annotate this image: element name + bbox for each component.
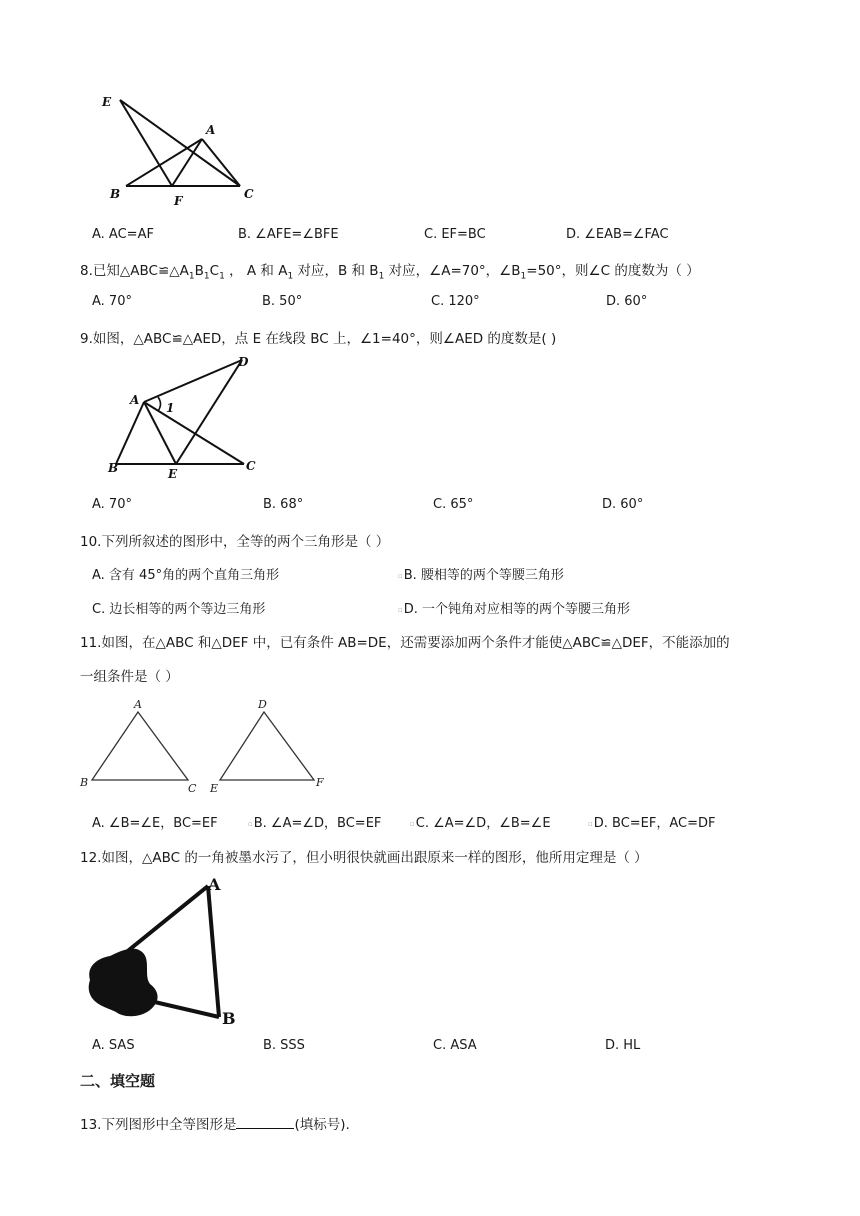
q12-question: 12.如图，△ABC 的一角被墨水污了，但小明很快就画出跟原来一样的图形，他所用定理是（ ）	[80, 850, 648, 866]
q12-label-a: A	[208, 875, 221, 894]
q11-option-d[interactable]	[588, 812, 716, 831]
option-marker-icon: ▫	[248, 819, 253, 828]
q8-sub: 1	[287, 271, 294, 282]
q8-option-a[interactable]: A. 70°	[92, 294, 132, 309]
q8-question	[80, 259, 700, 282]
q11-label-e: E	[210, 782, 219, 795]
q8-sub: 1	[203, 271, 210, 282]
q7-option-b[interactable]: B. ∠AFE=∠BFE	[238, 227, 339, 242]
q9-label-e: E	[168, 467, 178, 481]
q10-option-c[interactable]: C. 边长相等的两个等边三角形	[92, 602, 266, 617]
q11-label-d: D	[258, 698, 267, 711]
q9-option-c[interactable]: C. 65°	[433, 497, 474, 512]
q9-option-d[interactable]: D. 60°	[602, 497, 644, 512]
q12-option-c[interactable]: C. ASA	[433, 1038, 477, 1053]
q8-text-part: 对应，∠A=70°，∠B	[384, 263, 521, 279]
q9-label-a: A	[130, 393, 140, 407]
q9-label-b: B	[108, 461, 119, 475]
q8-text-part: B	[194, 263, 204, 279]
q7-option-a[interactable]: A. AC=AF	[92, 227, 154, 242]
q8-text-part: 8.已知△ABC≌△A	[80, 263, 189, 279]
option-marker-icon: ▫	[398, 605, 403, 614]
q11-option-c[interactable]	[410, 812, 551, 831]
q8-sub: 1	[378, 271, 385, 282]
q13-question	[80, 1113, 350, 1133]
ink-blot	[89, 949, 158, 1017]
q11-question-line1: 11.如图，在△ABC 和△DEF 中，已有条件 AB=DE，还需要添加两个条件才能使△ABC≌△DEF，不能添加的	[80, 635, 730, 651]
answer-blank[interactable]	[236, 1116, 294, 1129]
q7-label-a: A	[206, 123, 216, 137]
q13-text-post: (填标号).	[294, 1117, 350, 1133]
q12-label-b: B	[222, 1009, 236, 1028]
q7-label-f: F	[174, 194, 183, 208]
q11-label-f: F	[316, 776, 324, 789]
q7-triangle-lines	[120, 100, 240, 186]
q10-option-b[interactable]	[398, 564, 564, 583]
q12-figure	[80, 872, 250, 1032]
option-marker-icon: ▫	[398, 571, 403, 580]
q10-option-a[interactable]: A. 含有 45°角的两个直角三角形	[92, 568, 280, 583]
q11-option-b[interactable]	[248, 812, 381, 831]
section-title: 二、填空题	[80, 1072, 156, 1090]
q7-option-d[interactable]: D. ∠EAB=∠FAC	[566, 227, 669, 242]
q13-text-pre: 13.下列图形中全等图形是	[80, 1117, 237, 1133]
q8-sub: 1	[520, 271, 527, 282]
q11-option-c-label: C. ∠A=∠D，∠B=∠E	[415, 816, 551, 831]
q9-option-a[interactable]: A. 70°	[92, 497, 132, 512]
q7-label-e: E	[102, 95, 112, 109]
q8-option-c[interactable]: C. 120°	[431, 294, 480, 309]
q11-question-line2: 一组条件是（ ）	[80, 669, 179, 685]
q9-label-d: D	[238, 355, 249, 369]
q11-label-b: B	[80, 776, 89, 789]
q9-figure	[100, 352, 270, 482]
q11-option-a[interactable]: A. ∠B=∠E，BC=EF	[92, 816, 218, 831]
option-marker-icon: ▫	[588, 819, 593, 828]
q12-option-b[interactable]: B. SSS	[263, 1038, 305, 1053]
q11-option-b-label: B. ∠A=∠D，BC=EF	[253, 816, 382, 831]
q8-sub: 1	[219, 271, 225, 282]
q9-question: 9.如图，△ABC≌△AED，点 E 在线段 BC 上，∠1=40°，则∠AED 的度数是( )	[80, 331, 557, 347]
q8-sub: 1	[188, 271, 195, 282]
q11-figure	[78, 696, 348, 798]
q8-option-b[interactable]: B. 50°	[262, 294, 303, 309]
q7-label-b: B	[110, 187, 121, 201]
q8-option-d[interactable]: D. 60°	[606, 294, 648, 309]
q7-label-c: C	[244, 187, 254, 201]
q9-option-b[interactable]: B. 68°	[263, 497, 304, 512]
q8-text-part: =50°，则∠C 的度数为（ ）	[526, 263, 700, 279]
q8-text-part: C	[209, 263, 220, 279]
q7-figure	[90, 88, 260, 216]
q9-triangle-lines	[116, 360, 244, 464]
q7-option-c[interactable]: C. EF=BC	[424, 227, 486, 242]
q11-option-d-label: D. BC=EF，AC=DF	[593, 816, 716, 831]
q10-option-b-label: B. 腰相等的两个等腰三角形	[403, 568, 564, 583]
q9-label-c: C	[246, 459, 256, 473]
q11-triangles	[92, 712, 314, 780]
q12-option-d[interactable]: D. HL	[605, 1038, 641, 1053]
q9-label-1: 1	[166, 401, 175, 415]
q8-text-part: 对应，B 和 B	[293, 263, 379, 279]
q10-option-d-label: D. 一个钝角对应相等的两个等腰三角形	[403, 602, 631, 617]
q10-question: 10.下列所叙述的图形中，全等的两个三角形是（ ）	[80, 534, 390, 550]
q10-option-d[interactable]	[398, 598, 630, 617]
q11-label-a: A	[134, 698, 142, 711]
option-marker-icon: ▫	[410, 819, 415, 828]
q11-label-c: C	[188, 782, 197, 795]
q8-text-part: ， A 和 A	[224, 263, 288, 279]
q12-option-a[interactable]: A. SAS	[92, 1038, 135, 1053]
